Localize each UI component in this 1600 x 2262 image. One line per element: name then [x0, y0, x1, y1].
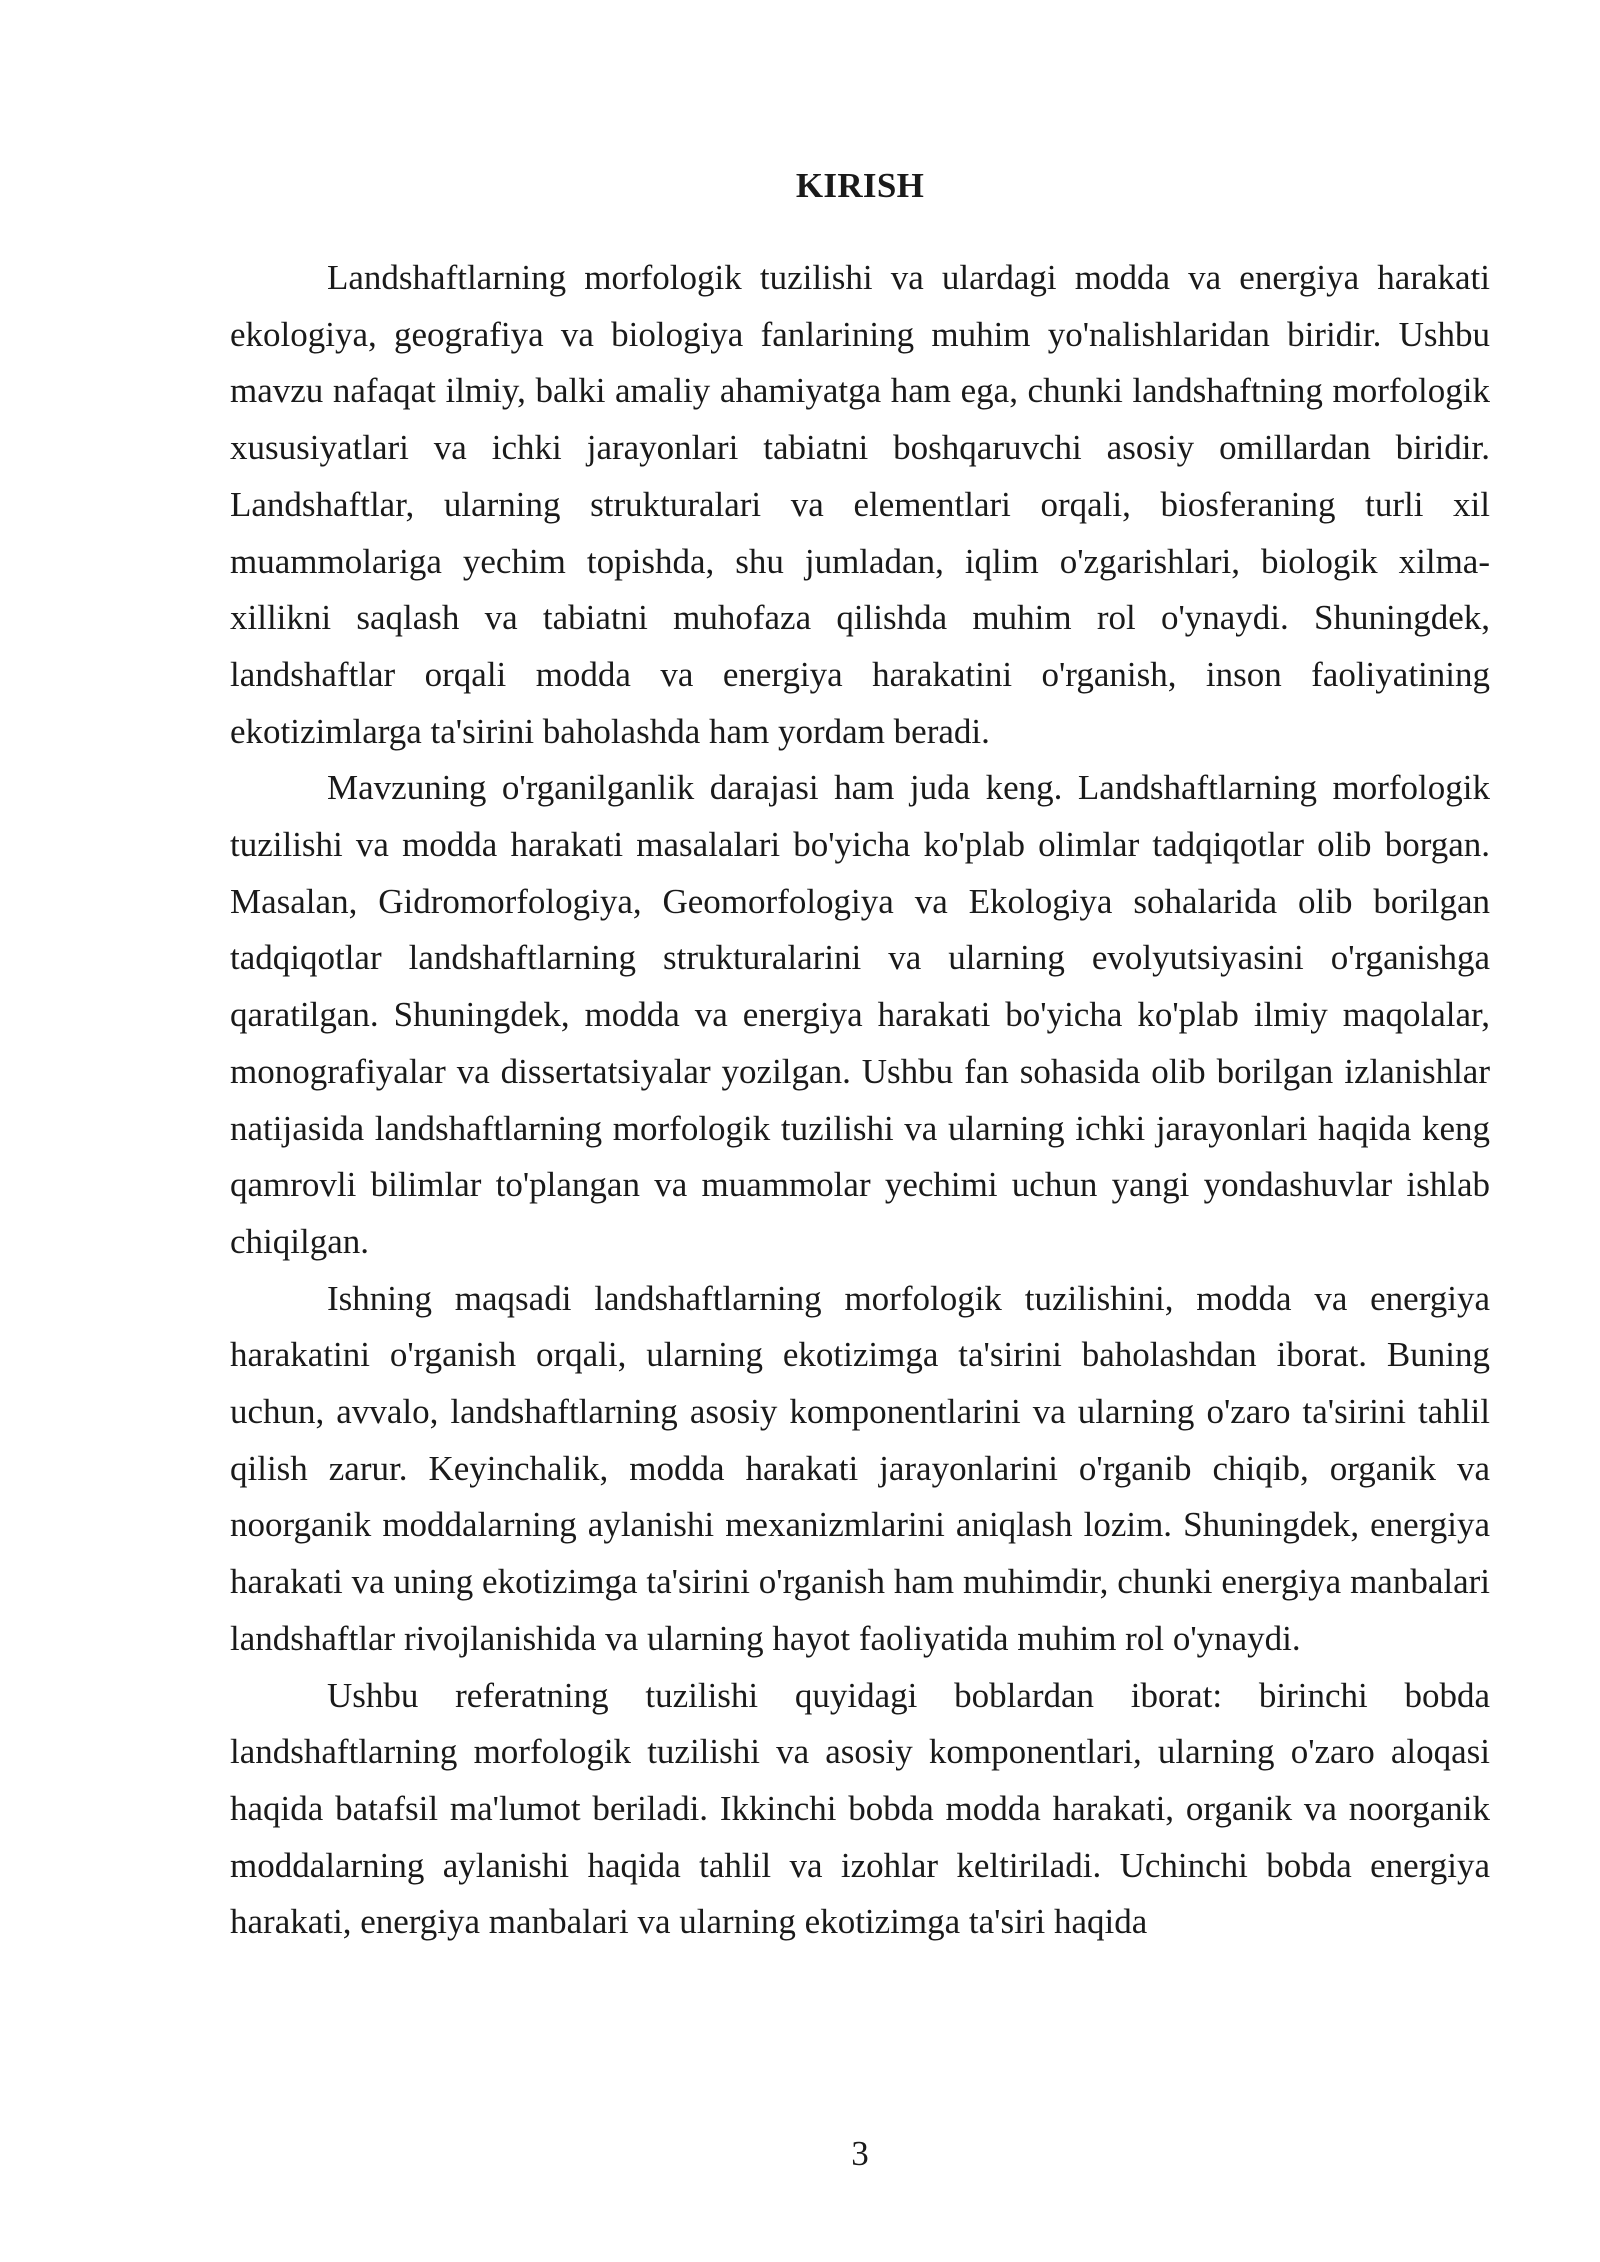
paragraph-goal: Ishning maqsadi landshaftlarning morfologik tuzilishini, modda va energiya harakatini o'rganish orqali, ularning ekotizimga ta'sirini baholashdan iborat. Buning uchun, avvalo, landshaftlarning asosiy komponentlarini va ularning o'zaro ta'sirini tahlil qilish zarur. Keyinchalik, modda harakati jarayonlarini o'rganib chiqib, organik va noorganik moddalarning aylanishi mexanizmlarini aniqlash lozim. Shuningdek, energiya harakati va uning ekotizimga ta'sirini o'rganish ham muhimdir, chunki energiya manbalari landshaftlar rivojlanishida va ularning hayot faoliyatida muhim rol o'ynaydi.	[230, 1278, 1490, 1658]
page-number: 3	[851, 2134, 869, 2173]
paragraph-introduction: Landshaftlarning morfologik tuzilishi va ulardagi modda va energiya harakati ekologiya, geografiya va biologiya fanlarining muhim yo'nalishlaridan biridir. Ushbu mavzu nafaqat ilmiy, balki amaliy ahamiyatga ham ega, chunki landshaftning morfologik xususiyatlari va ichki jarayonlari tabiatni boshqaruvchi asosiy omillardan biridir. Landshaftlar, ularning strukturalari va elementlari orqali, biosferaning turli xil muammolariga yechim topishda, shu jumladan, iqlim o'zgarishlari, biologik xilma-xillikni saqlash va tabiatni muhofaza qilishda muhim rol o'ynaydi. Shuningdek, landshaftlar orqali modda va energiya harakatini o'rganish, inson faoliyatining ekotizimlarga ta'sirini baholashda ham yordam beradi.	[230, 258, 1490, 751]
paragraph-study-level: Mavzuning o'rganilganlik darajasi ham juda keng. Landshaftlarning morfologik tuzilishi va modda harakati masalalari bo'yicha ko'plab olimlar tadqiqotlar olib borgan. Masalan, Gidromorfologiya, Geomorfologiya va Ekologiya sohalarida olib borilgan tadqiqotlar landshaftlarning strukturalarini va ularning evolyutsiyasini o'rganishga qaratilgan. Shuningdek, modda va energiya harakati bo'yicha ko'plab ilmiy maqolalar, monografiyalar va dissertatsiyalar yozilgan. Ushbu fan sohasida olib borilgan izlanishlar natijasida landshaftlarning morfologik tuzilishi va ularning ichki jarayonlari haqida keng qamrovli bilimlar to'plangan va muammolar yechimi uchun yangi yondashuvlar ishlab chiqilgan.	[230, 768, 1490, 1261]
document-body	[230, 250, 1490, 1951]
paragraph-structure: Ushbu referatning tuzilishi quyidagi boblardan iborat: birinchi bobda landshaftlarning morfologik tuzilishi va asosiy komponentlari, ularning o'zaro aloqasi haqida batafsil ma'lumot beriladi. Ikkinchi bobda modda harakati, organik va noorganik moddalarning aylanishi haqida tahlil va izohlar keltiriladi. Uchinchi bobda energiya harakati, energiya manbalari va ularning ekotizimga ta'siri haqida	[230, 1675, 1490, 1942]
section-title: KIRISH	[795, 166, 925, 205]
